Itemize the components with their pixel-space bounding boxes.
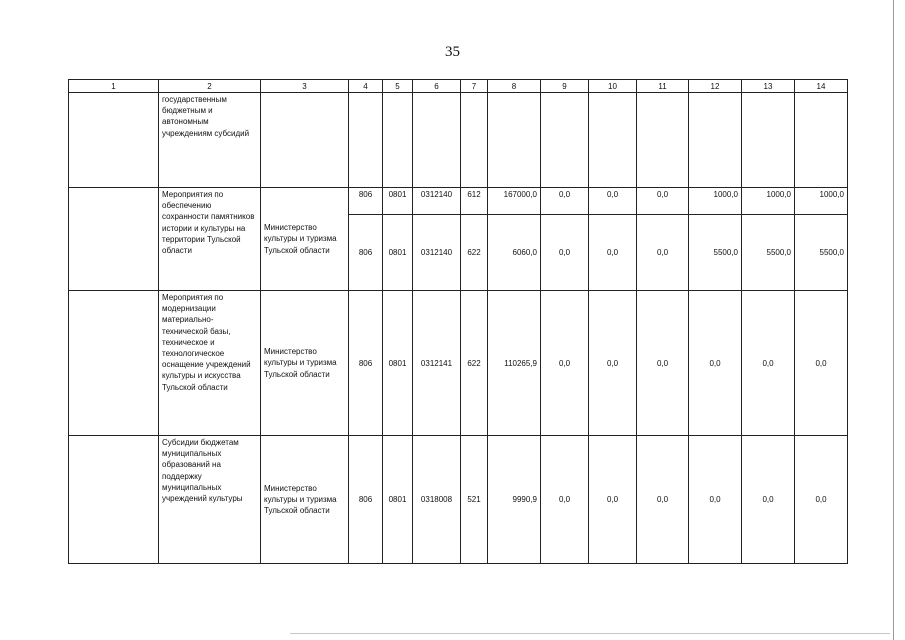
row-name: Мероприятия по обеспечению сохранности памятников истории и культуры на территории Тульской области [159, 188, 261, 291]
value-cell: 622 [461, 291, 488, 436]
header-cell: 8 [488, 80, 541, 93]
header-cell: 10 [589, 80, 637, 93]
header-cell: 7 [461, 80, 488, 93]
value-cell: 0,0 [541, 436, 589, 564]
table-row [69, 93, 848, 188]
value-cell: 0,0 [589, 436, 637, 564]
header-cell: 12 [689, 80, 742, 93]
value-cell: 612 [461, 188, 488, 215]
value-cell: 1000,0 [795, 188, 848, 215]
value-cell: 5500,0 [795, 215, 848, 291]
value-cell: 521 [461, 436, 488, 564]
value-cell: 1000,0 [742, 188, 795, 215]
header-cell: 2 [159, 80, 261, 93]
table-row [69, 436, 848, 564]
value-cell: 0,0 [637, 291, 689, 436]
row-name: Мероприятия по модернизации материально-технической базы, техническое и технологическое оснащение учреждений культуры и искусства Тульской области [159, 291, 261, 436]
page-right-edge [893, 0, 894, 640]
table-row [69, 188, 848, 215]
row-executor: Министерство культуры и туризма Тульской области [261, 188, 349, 291]
value-cell: 0801 [383, 215, 413, 291]
page-bottom-edge [290, 633, 890, 634]
row-executor: Министерство культуры и туризма Тульской области [261, 291, 349, 436]
value-cell: 0312140 [413, 188, 461, 215]
value-cell: 622 [461, 215, 488, 291]
header-cell: 13 [742, 80, 795, 93]
value-cell: 9990,9 [488, 436, 541, 564]
value-cell: 806 [349, 291, 383, 436]
value-cell: 0,0 [689, 436, 742, 564]
row-name: Субсидии бюджетам муниципальных образований на поддержку муниципальных учреждений культуры [159, 436, 261, 564]
value-cell: 0,0 [589, 188, 637, 215]
value-cell: 0,0 [742, 436, 795, 564]
budget-table [68, 79, 848, 564]
value-cell: 0,0 [589, 291, 637, 436]
value-cell: 806 [349, 436, 383, 564]
value-cell: 0,0 [541, 188, 589, 215]
value-cell: 0312141 [413, 291, 461, 436]
header-cell: 5 [383, 80, 413, 93]
header-row [69, 80, 848, 93]
value-cell: 6060,0 [488, 215, 541, 291]
value-cell: 806 [349, 188, 383, 215]
value-cell: 110265,9 [488, 291, 541, 436]
header-cell: 1 [69, 80, 159, 93]
value-cell: 167000,0 [488, 188, 541, 215]
value-cell: 0,0 [795, 291, 848, 436]
value-cell: 806 [349, 215, 383, 291]
value-cell: 0801 [383, 436, 413, 564]
header-cell: 4 [349, 80, 383, 93]
value-cell: 0,0 [637, 188, 689, 215]
header-cell: 6 [413, 80, 461, 93]
value-cell: 0,0 [742, 291, 795, 436]
value-cell: 0,0 [637, 215, 689, 291]
value-cell: 0,0 [541, 215, 589, 291]
value-cell: 1000,0 [689, 188, 742, 215]
row-executor: Министерство культуры и туризма Тульской области [261, 436, 349, 564]
value-cell: 0312140 [413, 215, 461, 291]
value-cell: 0,0 [541, 291, 589, 436]
page-number: 35 [445, 44, 460, 60]
row-name: государственным бюджетным и автономным учреждениям субсидий [159, 93, 261, 188]
value-cell: 0,0 [637, 436, 689, 564]
value-cell: 5500,0 [689, 215, 742, 291]
value-cell: 0,0 [795, 436, 848, 564]
value-cell: 0,0 [689, 291, 742, 436]
value-cell: 0801 [383, 188, 413, 215]
header-cell: 14 [795, 80, 848, 93]
header-cell: 9 [541, 80, 589, 93]
table-row [69, 291, 848, 436]
value-cell: 5500,0 [742, 215, 795, 291]
value-cell: 0801 [383, 291, 413, 436]
value-cell: 0318008 [413, 436, 461, 564]
value-cell: 0,0 [589, 215, 637, 291]
header-cell: 11 [637, 80, 689, 93]
header-cell: 3 [261, 80, 349, 93]
